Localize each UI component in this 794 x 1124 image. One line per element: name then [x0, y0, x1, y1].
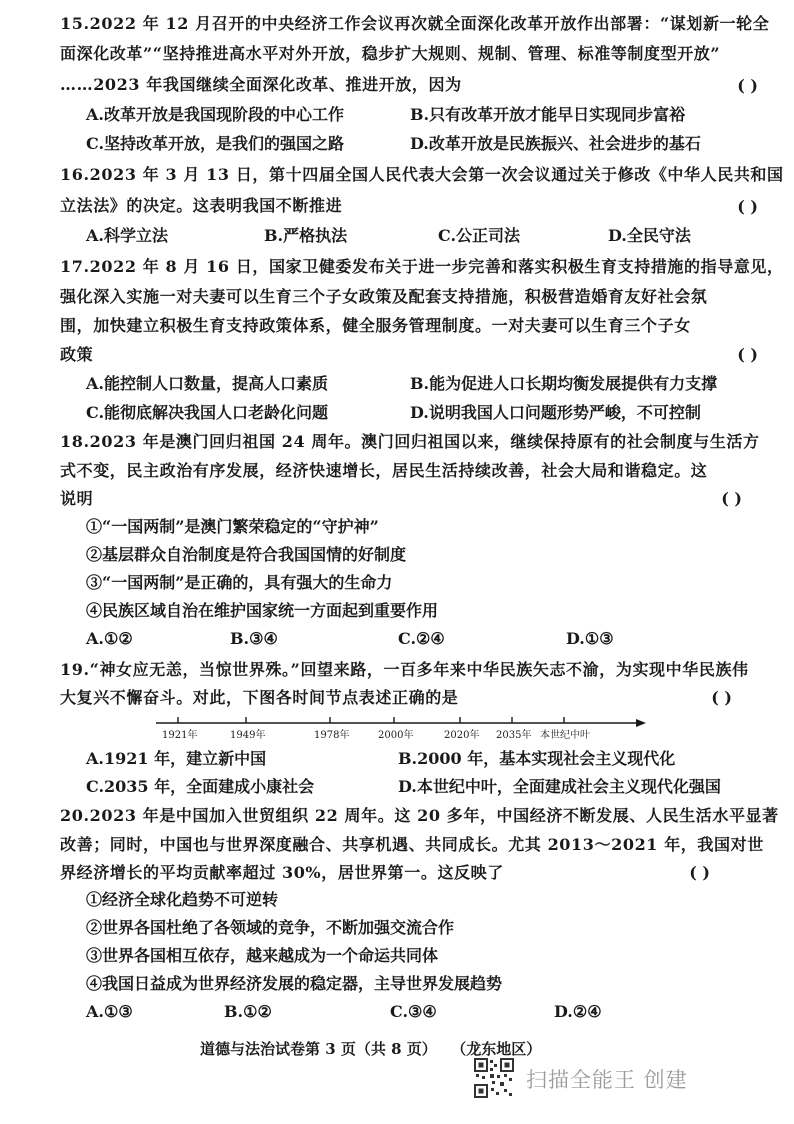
q15-option-a: A.改革开放是我国现阶段的中心工作 — [86, 105, 344, 124]
q17-option-b: B.能为促进人口长期均衡发展提供有力支撑 — [410, 374, 718, 393]
q20-option-c: C.③④ — [390, 1002, 437, 1021]
q17-line-4: 政策 — [60, 345, 94, 364]
q15-answer-paren: ( ) — [737, 76, 758, 95]
q19-option-c: C.2035 年，全面建成小康社会 — [86, 777, 315, 796]
timeline-label-mid-century: 本世纪中叶 — [540, 730, 590, 741]
q18-statement-2: ②基层群众自治制度是符合我国国情的好制度 — [86, 545, 407, 564]
q18-option-c: C.②④ — [398, 629, 445, 648]
q16-option-c: C.公正司法 — [438, 226, 521, 245]
timeline-label-1978: 1978年 — [314, 730, 350, 741]
timeline-arrow-icon — [636, 719, 646, 727]
q18-line-2: 式不变，民主政治有序发展，经济快速增长，居民生活持续改善，社会大局和谐稳定。这 — [60, 461, 708, 480]
q18-option-d: D.①③ — [566, 629, 614, 648]
q18-option-a: A.①② — [86, 629, 133, 648]
q18-line-3: 说明 — [60, 489, 94, 508]
q17-line-1: 17.2022 年 8 月 16 日，国家卫健委发布关于进一步完善和落实积极生育支持措施的指导意见， — [60, 257, 784, 276]
footer-title: 道德与法治试卷第 3 页（共 8 页） — [200, 1040, 437, 1058]
timeline-label-2020: 2020年 — [444, 730, 480, 741]
q15-option-b: B.只有改革开放才能早日实现同步富裕 — [410, 105, 686, 124]
q20-line-1: 20.2023 年是中国加入世贸组织 22 周年。这 20 多年，中国经济不断发展、人民生活水平显著 — [60, 806, 779, 825]
q17-option-d: D.说明我国人口问题形势严峻，不可控制 — [410, 403, 701, 422]
q18-answer-paren: ( ) — [721, 489, 742, 508]
q16-option-a: A.科学立法 — [86, 226, 168, 245]
q17-option-a: A.能控制人口数量，提高人口素质 — [86, 374, 328, 393]
q17-line-2: 强化深入实施一对夫妻可以生育三个子女政策及配套支持措施，积极营造婚育友好社会氛 — [60, 287, 708, 306]
page-footer — [200, 1038, 541, 1059]
q19-answer-paren: ( ) — [711, 688, 732, 707]
q17-answer-paren: ( ) — [737, 345, 758, 364]
q20-statement-3: ③世界各国相互依存，越来越成为一个命运共同体 — [86, 946, 439, 965]
q15-option-c: C.坚持改革开放，是我们的强国之路 — [86, 134, 345, 153]
q16-line-1: 16.2023 年 3 月 13 日，第十四届全国人民代表大会第一次会议通过关于修改《中华人民共和国 — [60, 165, 784, 184]
q20-line-3: 界经济增长的平均贡献率超过 30%，居世界第一。这反映了 — [60, 863, 504, 882]
q15-line-1: 15.2022 年 12 月召开的中央经济工作会议再次就全面深化改革开放作出部署：“谋划新一轮全 — [60, 14, 770, 33]
q20-statement-2: ②世界各国杜绝了各领域的竞争，不断加强交流合作 — [86, 918, 455, 937]
q15-line-2: 面深化改革”“坚持推进高水平对外开放，稳步扩大规则、规制、管理、标准等制度型开放” — [60, 44, 721, 63]
timeline-label-1921: 1921年 — [162, 730, 198, 741]
q19-option-a: A.1921 年，建立新中国 — [86, 749, 267, 768]
timeline-label-1949: 1949年 — [230, 730, 266, 741]
scanner-watermark: 扫描全能王 创建 — [526, 1068, 688, 1092]
qr-code-icon — [474, 1058, 514, 1098]
timeline-label-2000: 2000年 — [378, 730, 414, 741]
q19-option-d: D.本世纪中叶，全面建成社会主义现代化强国 — [398, 777, 721, 796]
q20-line-2: 改善；同时，中国也与世界深度融合、共享机遇、共同成长。尤其 2013～2021 年，我国对世 — [60, 835, 764, 854]
timeline-label-2035: 2035年 — [496, 730, 532, 741]
q16-answer-paren: ( ) — [737, 197, 758, 216]
q20-option-b: B.①② — [224, 1002, 272, 1021]
q18-statement-4: ④民族区域自治在维护国家统一方面起到重要作用 — [86, 601, 439, 620]
footer-region: （龙东地区） — [458, 1040, 542, 1058]
q16-option-d: D.全民守法 — [608, 226, 691, 245]
q18-statement-3: ③“一国两制”是正确的，具有强大的生命力 — [86, 573, 393, 592]
q18-line-1: 18.2023 年是澳门回归祖国 24 周年。澳门回归祖国以来，继续保持原有的社会制度与生活方 — [60, 432, 760, 451]
q19-line-1: 19.“神女应无恙，当惊世界殊。”回望来路，一百多年来中华民族矢志不渝，为实现中华民族伟 — [60, 660, 749, 679]
q20-option-d: D.②④ — [554, 1002, 602, 1021]
q16-line-2: 立法法》的决定。这表明我国不断推进 — [60, 196, 343, 215]
q19-option-b: B.2000 年，基本实现社会主义现代化 — [398, 749, 676, 768]
q18-option-b: B.③④ — [230, 629, 278, 648]
q15-option-d: D.改革开放是民族振兴、社会进步的基石 — [410, 134, 701, 153]
q20-option-a: A.①③ — [86, 1002, 133, 1021]
q16-option-b: B.严格执法 — [264, 226, 348, 245]
q20-statement-4: ④我国日益成为世界经济发展的稳定器，主导世界发展趋势 — [86, 974, 503, 993]
q18-statement-1: ①“一国两制”是澳门繁荣稳定的“守护神” — [86, 517, 379, 536]
q17-option-c: C.能彻底解决我国人口老龄化问题 — [86, 403, 329, 422]
timeline-diagram — [150, 712, 650, 742]
q15-line-3: ……2023 年我国继续全面深化改革、推进开放，因为 — [60, 75, 462, 94]
q20-statement-1: ①经济全球化趋势不可逆转 — [86, 890, 279, 909]
q19-line-2: 大复兴不懈奋斗。对此，下图各时间节点表述正确的是 — [60, 688, 459, 707]
q17-line-3: 围，加快建立积极生育支持政策体系，健全服务管理制度。一对夫妻可以生育三个子女 — [60, 316, 691, 335]
q20-answer-paren: ( ) — [689, 863, 710, 882]
